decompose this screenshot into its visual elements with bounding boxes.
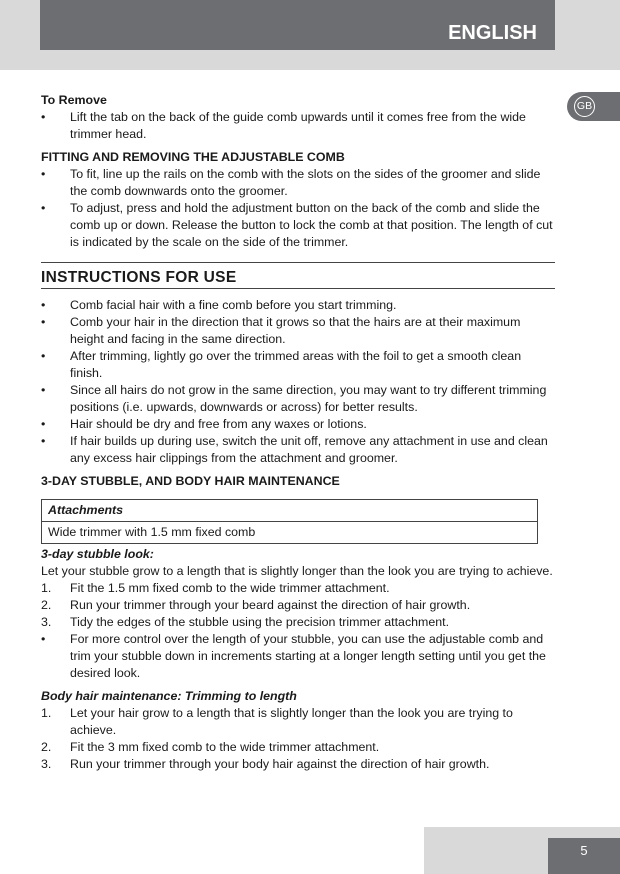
language-header: ENGLISH — [40, 0, 555, 50]
bullet: • — [41, 434, 46, 448]
bullet: • — [41, 417, 46, 431]
bullet: • — [41, 201, 46, 215]
step-marker: 3. — [41, 615, 52, 629]
stubble-steps — [41, 580, 555, 682]
list-item: • If hair builds up during use, switch the unit off, remove any attachment in use and clean any excess hair clippings from the attachment and groomer. — [41, 434, 548, 465]
bullet: • — [41, 315, 46, 329]
attachments-header: Attachments — [42, 500, 538, 522]
page-content — [41, 92, 555, 773]
list-item: 2. Run your trimmer through your beard against the direction of hair growth. — [41, 598, 471, 612]
bullet: • — [41, 383, 46, 397]
list-item: 1. Fit the 1.5 mm fixed comb to the wide trimmer attachment. — [41, 581, 390, 595]
list-item: • Since all hairs do not grow in the same direction, you may want to try different trimming positions (i.e. upwards, downwards or across) for better results. — [41, 383, 547, 414]
bullet: • — [41, 349, 46, 363]
list-item: • Comb facial hair with a fine comb before you start trimming. — [41, 298, 397, 312]
body-hair-steps — [41, 705, 555, 773]
step-marker: 2. — [41, 740, 52, 754]
list-item: 3. Tidy the edges of the stubble using the precision trimmer attachment. — [41, 615, 450, 629]
list-item: • To fit, line up the rails on the comb with the slots on the sides of the groomer and slide the comb downwards onto the groomer. — [41, 167, 541, 198]
bullet: • — [41, 298, 46, 312]
list-item: • Hair should be dry and free from any waxes or lotions. — [41, 417, 367, 431]
list-item: 1. Let your hair grow to a length that is slightly longer than the look you are trying to achieve. — [41, 706, 513, 737]
adjustable-comb-heading: FITTING AND REMOVING THE ADJUSTABLE COMB — [41, 150, 345, 164]
list-item: • For more control over the length of your stubble, you can use the adjustable comb and trim your stubble down in increments starting at a longer length setting until you get the desired look. — [41, 632, 546, 680]
attachments-table — [41, 499, 538, 544]
step-marker: 2. — [41, 598, 52, 612]
language-tab — [567, 92, 620, 121]
step-marker: 3. — [41, 757, 52, 771]
step-marker: 1. — [41, 706, 52, 720]
country-code-badge: GB — [574, 96, 595, 117]
stubble-intro: Let your stubble grow to a length that is slightly longer than the look you are trying to achieve. — [41, 564, 553, 578]
list-item: • Lift the tab on the back of the guide comb upwards until it comes free from the wide trimmer head. — [41, 110, 526, 141]
list-item: 2. Fit the 3 mm fixed comb to the wide trimmer attachment. — [41, 740, 380, 754]
step-marker: 1. — [41, 581, 52, 595]
page-number: 5 — [548, 838, 620, 874]
list-item: • Comb your hair in the direction that it grows so that the hairs are at their maximum height and facing in the same direction. — [41, 315, 521, 346]
remove-list — [41, 109, 555, 143]
bullet: • — [41, 110, 46, 124]
body-hair-heading: Body hair maintenance: Trimming to length — [41, 689, 297, 703]
list-item: • To adjust, press and hold the adjustment button on the back of the comb and slide the comb up or down. Release the button to lock the comb at that position. The length of cut is indicated by the scale on the side of the trimmer. — [41, 201, 553, 249]
instructions-title: INSTRUCTIONS FOR USE — [41, 262, 555, 289]
list-item: • After trimming, lightly go over the trimmed areas with the foil to get a smooth clean finish. — [41, 349, 522, 380]
stubble-heading: 3-day stubble look: — [41, 547, 154, 561]
remove-heading: To Remove — [41, 93, 107, 107]
instructions-list — [41, 297, 555, 467]
attachments-cell: Wide trimmer with 1.5 mm fixed comb — [42, 522, 538, 544]
list-item: 3. Run your trimmer through your body hair against the direction of hair growth. — [41, 757, 490, 771]
stubble-section-heading: 3-DAY STUBBLE, AND BODY HAIR MAINTENANCE — [41, 474, 340, 488]
step-marker: • — [41, 632, 46, 646]
adjustable-comb-list — [41, 166, 555, 251]
bullet: • — [41, 167, 46, 181]
